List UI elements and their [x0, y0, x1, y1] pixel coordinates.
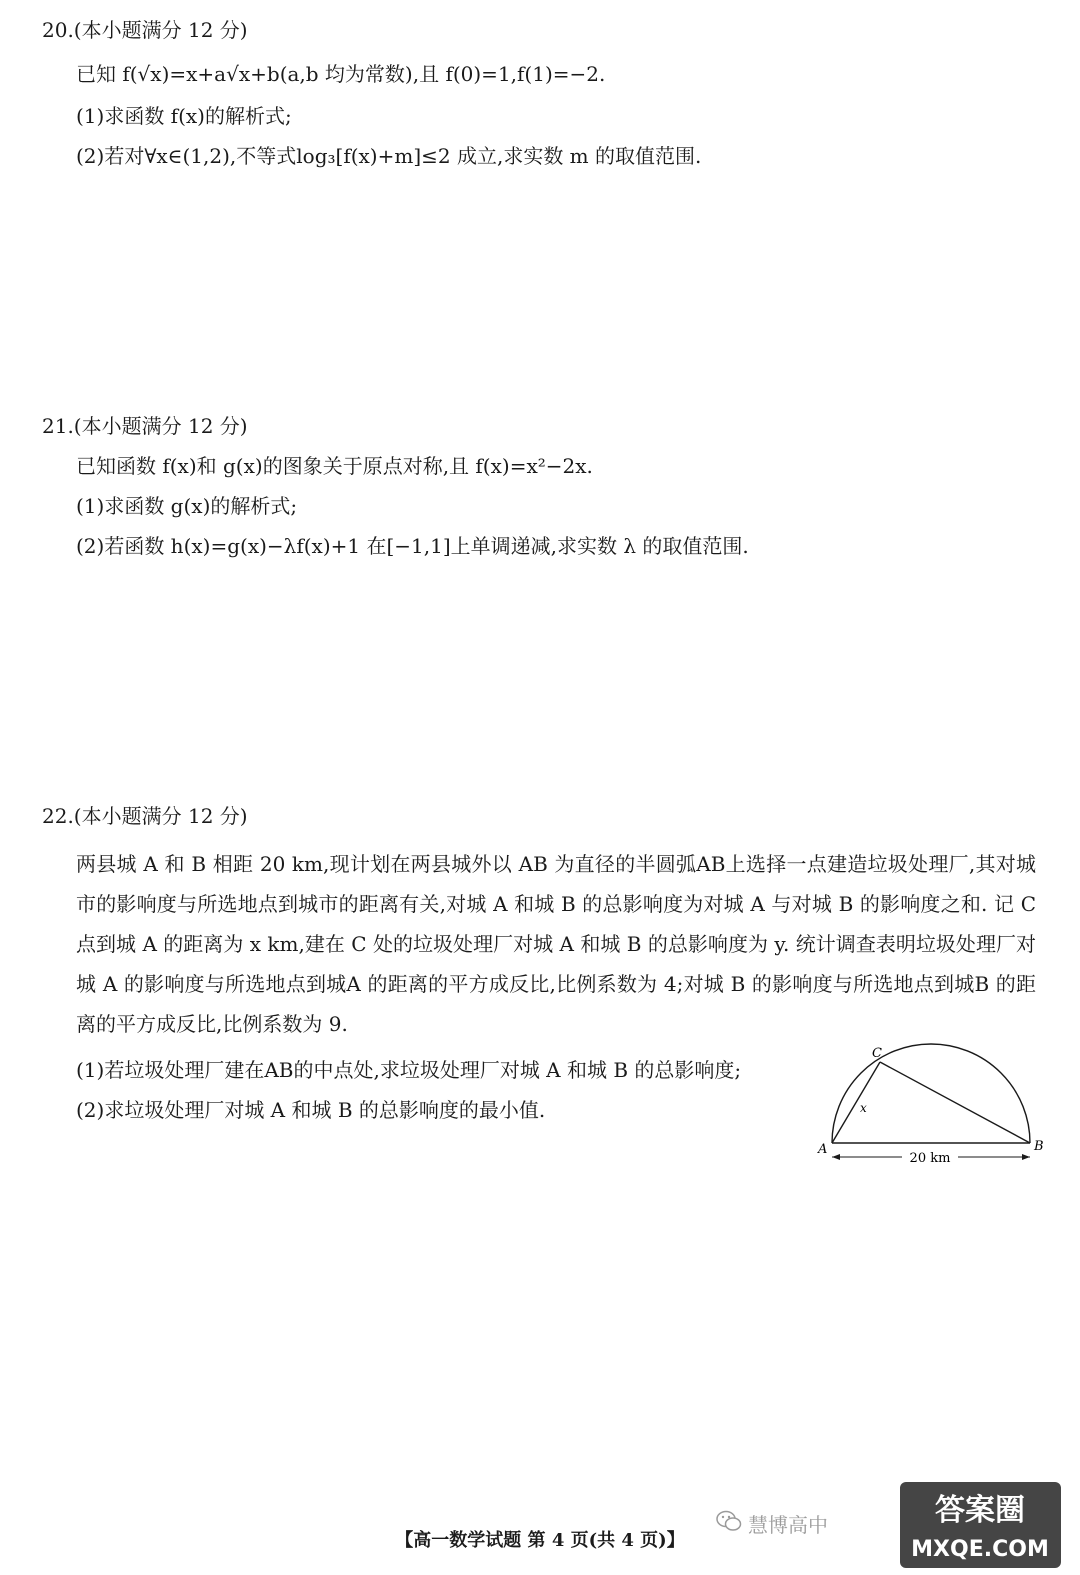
semicircle-figure	[810, 1040, 1050, 1170]
q20-title: 20.(本小题满分 12 分)	[42, 18, 248, 42]
q22-paragraph: 两县城 A 和 B 相距 20 km,现计划在两县城外以 AB 为直径的半圆弧AB上选择一点建造垃圾处理厂,其对城市的影响度与所选地点到城市的距离有关,对城 A 和城 B 的总影响度为对城 A 与对城 B 的影响度之和. 记 C 点到城 A 的距离为 x km,建在 C 处的垃圾处理厂对城 A 和城 B 的总影响度为 y. 统计调查表明垃圾处理厂对城 A 的影响度与所选地点到城A 的距离的平方成反比,比例系数为 4;对城 B 的影响度与所选地点到城B 的距离的平方成反比,比例系数为 9.	[76, 852, 1036, 1036]
svg-text:答案圈: 答案圈	[935, 1493, 1025, 1528]
q22-part2: (2)求垃圾处理厂对城 A 和城 B 的总影响度的最小值.	[76, 1098, 546, 1122]
dim-arrow-right-icon	[1022, 1154, 1030, 1160]
segment-cb	[880, 1062, 1030, 1143]
q20-part2: (2)若对∀x∈(1,2),不等式log₃[f(x)+m]≤2 成立,求实数 m 的取值范围.	[76, 144, 702, 168]
wechat-icon	[716, 1509, 742, 1533]
segment-ac	[832, 1062, 880, 1143]
q21-title: 21.(本小题满分 12 分)	[42, 414, 248, 438]
label-c: C	[872, 1046, 882, 1061]
q20-part1: (1)求函数 f(x)的解析式;	[76, 104, 292, 128]
q22-part1: (1)若垃圾处理厂建在AB的中点处,求垃圾处理厂对城 A 和城 B 的总影响度;	[76, 1058, 742, 1082]
label-b: B	[1034, 1139, 1044, 1154]
label-x: x	[860, 1101, 867, 1115]
dim-arrow-left-icon	[832, 1154, 840, 1160]
svg-text:MXQE.COM: MXQE.COM	[911, 1537, 1049, 1562]
watermark-logo	[898, 1480, 1063, 1570]
q21-part1: (1)求函数 g(x)的解析式;	[76, 494, 298, 518]
label-a: A	[818, 1142, 828, 1157]
q21-given: 已知函数 f(x)和 g(x)的图象关于原点对称,且 f(x)=x²−2x.	[76, 454, 593, 478]
watermark-account: 慧博高中	[748, 1513, 828, 1537]
q20-given: 已知 f(√x)=x+a√x+b(a,b 均为常数),且 f(0)=1,f(1)=−2.	[76, 62, 606, 86]
q21-part2: (2)若函数 h(x)=g(x)−λf(x)+1 在[−1,1]上单调递减,求实数 λ 的取值范围.	[76, 534, 749, 558]
page-footer: 【高一数学试题 第 4 页(共 4 页)】	[395, 1530, 685, 1551]
q22-title: 22.(本小题满分 12 分)	[42, 804, 248, 828]
label-distance: 20 km	[909, 1151, 951, 1166]
